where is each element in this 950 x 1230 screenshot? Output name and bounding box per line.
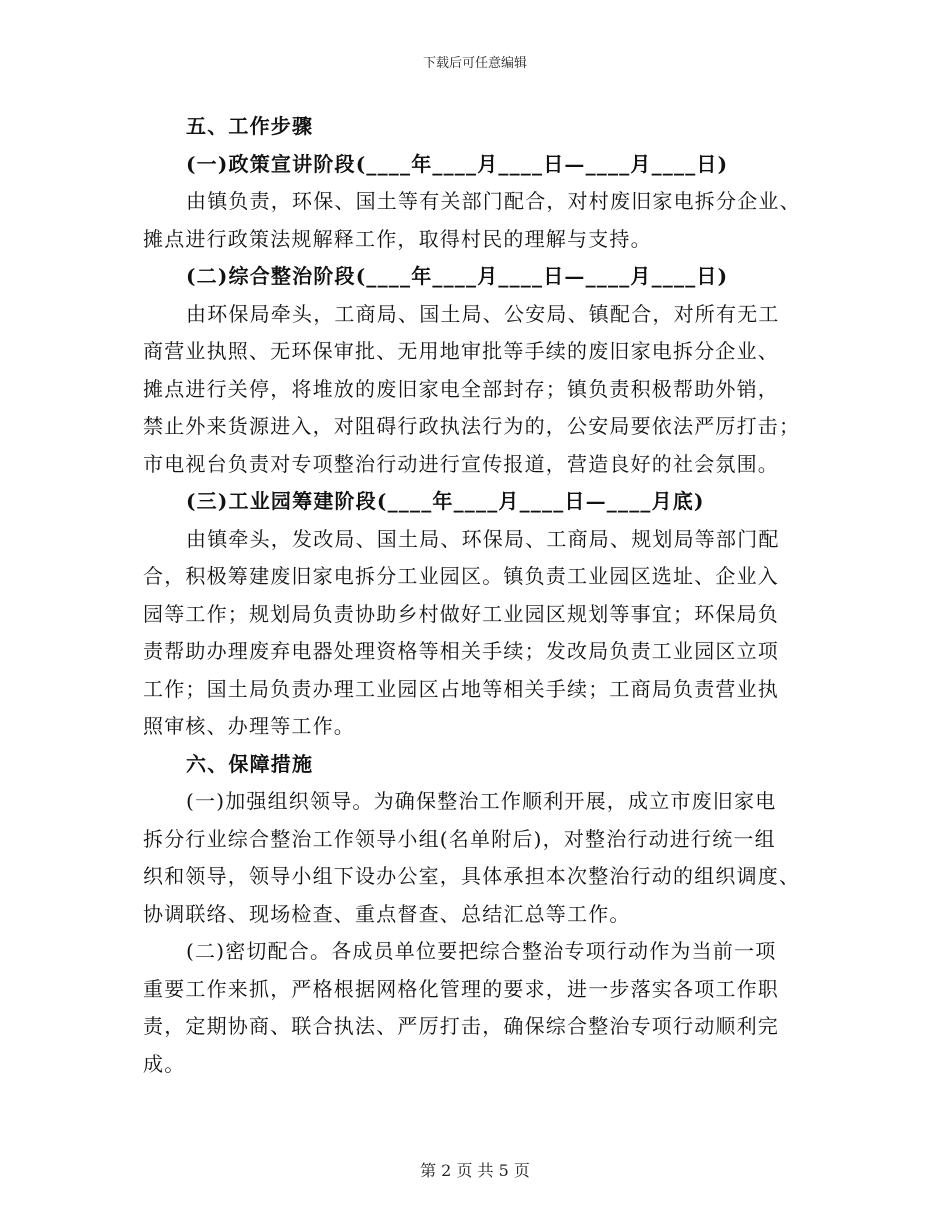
paragraph-line: 工作；国土局负责办理工业园区占地等相关手续；工商局负责营业执	[143, 676, 779, 701]
paragraph-line: 禁止外来货源进入，对阻碍行政执法行为的，公安局要依法严厉打击；	[143, 414, 801, 438]
paragraph-line: 由镇牵头，发改局、国土局、环保局、工商局、规划局等部门配	[186, 526, 780, 551]
paragraph-line: 责，定期协商、联合执法、严厉打击，确保综合整治专项行动顺利完	[143, 1014, 779, 1038]
section-heading: (二)综合整治阶段(____年____月____日—____月____日)	[186, 264, 729, 288]
paragraph-line: 照审核、办理等工作。	[143, 714, 355, 738]
paragraph-line: 摊点进行关停，将堆放的废旧家电全部封存；镇负责积极帮助外销，	[143, 376, 779, 401]
section-heading: 五、工作步骤	[186, 114, 314, 138]
paragraph-line: 由镇负责，环保、国土等有关部门配合，对村废旧家电拆分企业、	[186, 189, 801, 213]
paragraph-line: 市电视台负责对专项整治行动进行宣传报道，营造良好的社会氛围。	[143, 451, 779, 476]
section-heading: 六、保障措施	[186, 751, 314, 776]
paragraph-line: 商营业执照、无环保审批、无用地审批等手续的废旧家电拆分企业、	[143, 339, 779, 363]
paragraph-line: 园等工作；规划局负责协助乡村做好工业园区规划等事宜；环保局负	[143, 601, 779, 626]
section-heading: (一)政策宣讲阶段(____年____月____日—____月____日)	[186, 151, 729, 176]
paragraph-line: 重要工作来抓，严格根据网格化管理的要求，进一步落实各项工作职	[143, 976, 779, 1001]
page-footer: 第 2 页 共 5 页	[420, 1161, 530, 1180]
section-heading: (三)工业园筹建阶段(____年____月____日—____月底)	[186, 489, 705, 513]
paragraph-line: 拆分行业综合整治工作领导小组(名单附后)，对整治行动进行统一组	[143, 826, 776, 851]
paragraph-line: 由环保局牵头，工商局、国土局、公安局、镇配合，对所有无工	[186, 301, 780, 326]
document-body	[143, 108, 815, 1083]
page-header: 下载后可任意编辑	[422, 56, 527, 71]
paragraph-line: 协调联络、现场检查、重点督查、总结汇总等工作。	[143, 901, 631, 926]
paragraph-line: (二)密切配合。各成员单位要把综合整治专项行动作为当前一项	[186, 939, 777, 963]
paragraph-line: 合，积极筹建废旧家电拆分工业园区。镇负责工业园区选址、企业入	[143, 564, 779, 588]
paragraph-line: 责帮助办理废弃电器处理资格等相关手续；发改局负责工业园区立项	[143, 639, 779, 663]
paragraph-line: 摊点进行政策法规解释工作，取得村民的理解与支持。	[143, 226, 652, 251]
paragraph-line: 织和领导，领导小组下设办公室，具体承担本次整治行动的组织调度、	[143, 864, 801, 888]
paragraph-line: 成。	[143, 1051, 186, 1076]
paragraph-line: (一)加强组织领导。为确保整治工作顺利开展，成立市废旧家电	[186, 789, 777, 813]
